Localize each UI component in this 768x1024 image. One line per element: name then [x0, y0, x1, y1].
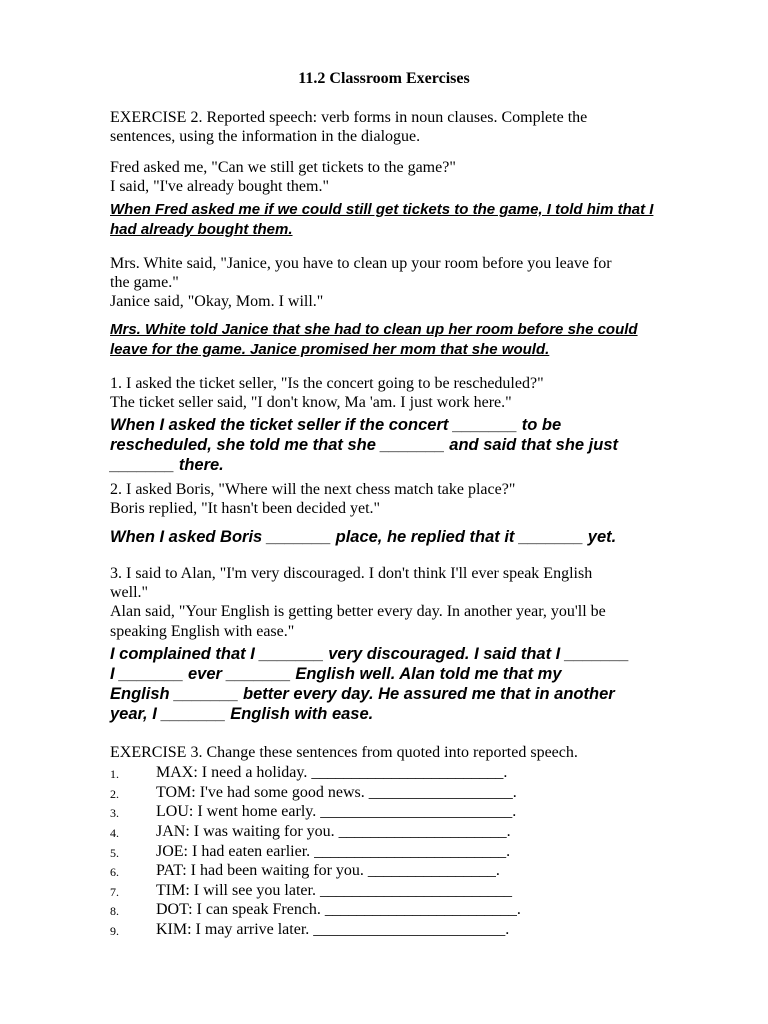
exercise3-item-number: 9.	[110, 924, 119, 938]
exercise2-instructions-line-2: sentences, using the information in the dialogue.	[110, 128, 421, 145]
exercise3-item-number: 7.	[110, 885, 119, 899]
exercise3-item-number: 8.	[110, 904, 119, 918]
example2-dialogue-line-2: the game."	[110, 274, 179, 291]
exercise3-item-number: 2.	[110, 787, 119, 801]
exercise3-item-number: 5.	[110, 846, 119, 860]
item1-dialogue-line-2: The ticket seller said, "I don't know, Ma 'am. I just work here."	[110, 394, 512, 411]
exercise3-item-text: JAN: I was waiting for you. _____________________.	[156, 823, 511, 840]
example1-dialogue-line-1: Fred asked me, "Can we still get tickets to the game?"	[110, 159, 456, 176]
exercise3-item-text: MAX: I need a holiday. ________________________.	[156, 764, 508, 781]
item3-dialogue-line-3: Alan said, "Your English is getting better every day. In another year, you'll be	[110, 603, 606, 620]
example1-answer-line-2: had already bought them.	[110, 221, 293, 238]
item3-dialogue-line-4: speaking English with ease."	[110, 623, 295, 640]
item1-dialogue-line-1: 1. I asked the ticket seller, "Is the concert going to be rescheduled?"	[110, 375, 544, 392]
exercise2-instructions-line-1: EXERCISE 2. Reported speech: verb forms in noun clauses. Complete the	[110, 109, 588, 126]
item1-response-line-2: rescheduled, she told me that she _______ and said that she just	[110, 436, 619, 454]
exercise3-item-number: 3.	[110, 806, 119, 820]
exercise3-item-number: 4.	[110, 826, 119, 840]
example2-answer-line-1: Mrs. White told Janice that she had to clean up her room before she could	[110, 321, 638, 338]
item3-response-line-2: I _______ ever _______ English well. Alan told me that my	[110, 665, 562, 683]
exercise3-item-text: JOE: I had eaten earlier. ________________________.	[156, 843, 511, 860]
exercise3-item-text: PAT: I had been waiting for you. ________________.	[156, 862, 500, 879]
example2-dialogue-line-1: Mrs. White said, "Janice, you have to clean up your room before you leave for	[110, 255, 612, 272]
item1-response-line-3: _______ there.	[110, 456, 224, 474]
example2-dialogue-line-3: Janice said, "Okay, Mom. I will."	[110, 293, 324, 310]
item2-dialogue-line-1: 2. I asked Boris, "Where will the next chess match take place?"	[110, 481, 516, 498]
item2-response-line-1: When I asked Boris _______ place, he replied that it _______ yet.	[110, 528, 617, 546]
exercise3-item-text: DOT: I can speak French. ________________________.	[156, 901, 521, 918]
exercise3-item-number: 1.	[110, 767, 119, 781]
item3-response-line-3: English _______ better every day. He assured me that in another	[110, 685, 615, 703]
exercise3-item-text: TOM: I've had some good news. __________________.	[156, 784, 517, 801]
item3-response-line-1: I complained that I _______ very discouraged. I said that I _______	[110, 645, 630, 663]
exercise3-item-number: 6.	[110, 865, 119, 879]
example1-dialogue-line-2: I said, "I've already bought them."	[110, 178, 329, 195]
example1-answer-line-1: When Fred asked me if we could still get tickets to the game, I told him that I	[110, 201, 654, 218]
exercise3-item-text: LOU: I went home early. ________________________.	[156, 803, 517, 820]
item3-response-line-4: year, I _______ English with ease.	[110, 705, 374, 723]
item3-dialogue-line-2: well."	[110, 584, 149, 601]
exercise3-item-text: KIM: I may arrive later. ________________________.	[156, 921, 510, 938]
item1-response-line-1: When I asked the ticket seller if the concert _______ to be	[110, 416, 562, 434]
item3-dialogue-line-1: 3. I said to Alan, "I'm very discouraged. I don't think I'll ever speak English	[110, 565, 593, 582]
page-title: 11.2 Classroom Exercises	[298, 70, 470, 87]
example2-answer-line-2: leave for the game. Janice promised her mom that she would.	[110, 341, 550, 358]
item2-dialogue-line-2: Boris replied, "It hasn't been decided yet."	[110, 500, 381, 517]
exercise3-instructions: EXERCISE 3. Change these sentences from quoted into reported speech.	[110, 744, 578, 761]
exercise3-item-text: TIM: I will see you later. ________________________	[156, 882, 512, 899]
